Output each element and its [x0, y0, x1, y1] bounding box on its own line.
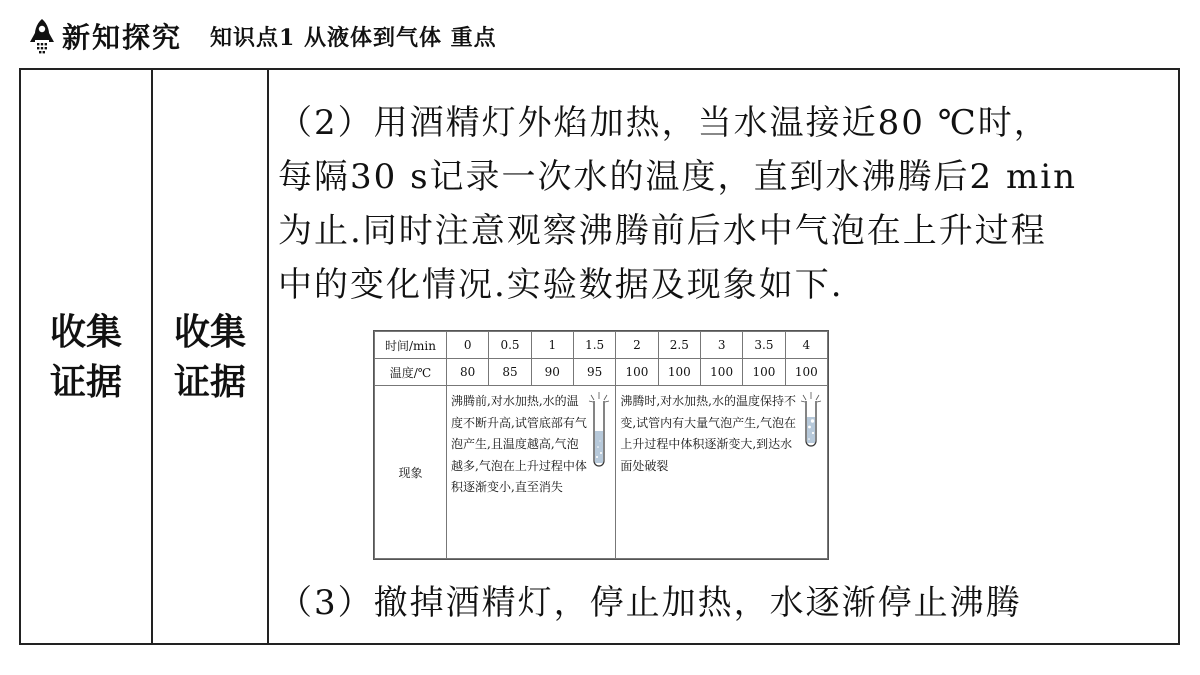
time-header: 时间/min [375, 332, 447, 359]
time-cell: 2 [616, 332, 658, 359]
column-divider [267, 70, 269, 643]
time-cell: 1 [531, 332, 573, 359]
temperature-header: 温度/℃ [375, 359, 447, 386]
inner-side-label [153, 70, 267, 643]
during-boiling-text: 沸腾时,对水加热,水的温度保持不变,试管内有大量气泡产生,气泡在上升过程中体积逐渐变大,到达水面处破裂 [620, 394, 796, 473]
data-table [373, 330, 829, 560]
inner-label-line: 收集 [173, 310, 246, 353]
step-3-paragraph: （3）撤掉酒精灯，停止加热，水逐渐停止沸腾 [278, 583, 1022, 623]
temperature-cell: 100 [785, 359, 827, 386]
time-cell: 2.5 [658, 332, 700, 359]
phenomenon-row [375, 386, 828, 559]
rocket-icon [28, 18, 56, 54]
phenomenon-header: 现象 [375, 386, 447, 559]
paragraph-line: （2）用酒精灯外焰加热，当水温接近80 ℃时， [278, 103, 1050, 143]
outer-label-line: 收集 [49, 310, 122, 353]
temperature-cell: 100 [700, 359, 742, 386]
temperature-cell: 100 [658, 359, 700, 386]
test-tube-before-icon [587, 391, 611, 473]
knowledge-point-title: 知识点1 从液体到气体 重点 [210, 24, 497, 51]
outer-side-label [21, 70, 151, 643]
time-cell: 1.5 [573, 332, 615, 359]
during-boiling-cell [616, 386, 828, 559]
time-cell: 3 [700, 332, 742, 359]
temperature-cell: 95 [573, 359, 615, 386]
temperature-cell: 80 [447, 359, 489, 386]
paragraph-line: 每隔30 s记录一次水的温度，直到水沸腾后2 min [278, 157, 1077, 197]
before-boiling-cell [447, 386, 616, 559]
temperature-row [375, 359, 828, 386]
time-cell: 0.5 [489, 332, 531, 359]
time-cell: 0 [447, 332, 489, 359]
temperature-cell: 100 [616, 359, 658, 386]
outer-label-line: 证据 [49, 360, 122, 403]
time-cell: 4 [785, 332, 827, 359]
content-frame [19, 68, 1180, 645]
temperature-cell: 85 [489, 359, 531, 386]
time-row [375, 332, 828, 359]
paragraph-line: 中的变化情况.实验数据及现象如下. [278, 265, 844, 305]
header [28, 14, 497, 58]
temperature-cell: 100 [743, 359, 785, 386]
before-boiling-text: 沸腾前,对水加热,水的温度不断升高,试管底部有气泡产生,且温度越高,气泡越多,气泡在上升过程中体积逐渐变小,直至消失 [451, 394, 587, 494]
inner-label-line: 证据 [173, 360, 246, 403]
section-title: 新知探究 [62, 21, 183, 54]
temperature-cell: 90 [531, 359, 573, 386]
time-cell: 3.5 [743, 332, 785, 359]
step-2-paragraph [278, 96, 1178, 312]
paragraph-line: 为止.同时注意观察沸腾前后水中气泡在上升过程 [278, 211, 1047, 251]
test-tube-during-icon [799, 391, 823, 473]
